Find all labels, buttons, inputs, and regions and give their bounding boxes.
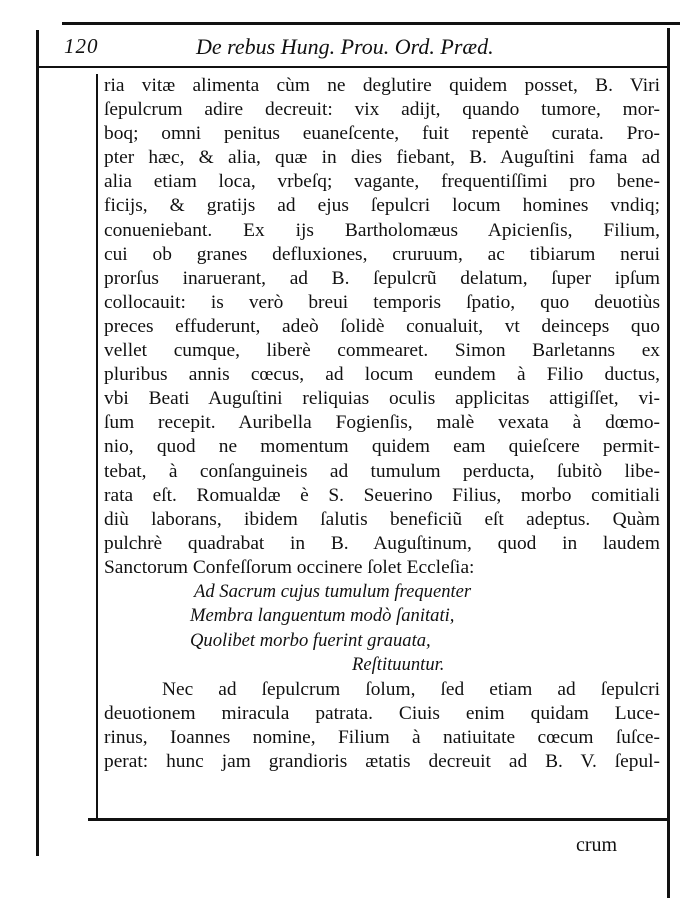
- text-line: ria vitæ alimenta cùm ne deglutire quidem posset, B. Viri: [104, 75, 660, 96]
- verse-line: Membra languentum modò ſanitati,: [190, 605, 455, 627]
- text-line: Sanctorum Confeſſorum occinere ſolet Eccleſia:: [104, 556, 475, 578]
- text-line: cui ob granes defluxiones, cruruum, ac tibiarum nerui: [104, 243, 660, 265]
- page-number: 120: [64, 34, 99, 58]
- running-head: De rebus Hung. Prou. Ord. Præd.: [196, 34, 494, 59]
- text-line: pter hæc, & alia, quæ in dies fiebant, B. Auguſtini fama ad: [104, 147, 660, 169]
- text-line: tebat, à conſanguineis ad tumulum perducta, ſubitò libe-: [104, 460, 660, 482]
- text-line: preces effuderunt, adeò ſolidè conualuit, vt deinceps quo: [104, 315, 660, 337]
- left-frame-rule: [36, 30, 39, 856]
- right-frame-rule: [667, 28, 670, 898]
- text-line: ficijs, & gratijs ad ejus ſepulcri locum homines vndiq;: [104, 195, 660, 217]
- text-line: alia etiam loca, vrbeſq; vagante, frequentiſſimi pro bene-: [104, 171, 660, 193]
- text-line: diù laborans, ibidem ſalutis beneficiũ eſt adeptus. Quàm: [104, 508, 660, 530]
- text-line: ſum recepit. Auribella Fogienſis, malè vexata à dœmo-: [104, 412, 660, 434]
- catchword: crum: [576, 834, 618, 856]
- verse-line: Reſtituuntur.: [352, 654, 445, 676]
- text-line: ſepulcrum adire decreuit: vix adijt, quando tumore, mor-: [104, 99, 660, 121]
- text-line: prorſus inaruerant, ad B. ſepulcrũ delatum, ſuper ipſum: [104, 267, 660, 289]
- text-line: rata eſt. Romualdæ è S. Seuerino Filius, morbo comitiali: [104, 484, 660, 506]
- text-line: nio, quod ne momentum quidem eam quieſcere permit-: [104, 436, 660, 458]
- text-line: pulchrè quadrabat in B. Auguſtinum, quod in laudem: [104, 532, 660, 554]
- text-line: pluribus annis cœcus, ad locum eundem à Filio ductus,: [104, 364, 660, 386]
- top-frame-rule: [62, 22, 680, 25]
- verse-line: Ad Sacrum cujus tumulum frequenter: [194, 580, 472, 602]
- text-line: rinus, Ioannes nomine, Filium à natiuitate cœcum ſuſce-: [104, 726, 660, 748]
- text-line: vbi Beati Auguſtini reliquias oculis applicitas attigiſſet, vi-: [104, 388, 660, 410]
- text-line: Nec ad ſepulcrum ſolum, ſed etiam ad ſepulcri: [162, 678, 660, 700]
- body-text: [104, 74, 660, 774]
- text-line: vellet cumque, liberè commearet. Simon Barletanns ex: [104, 340, 660, 362]
- text-line: perat: hunc jam grandioris ætatis decreuit ad B. V. ſepul-: [104, 750, 660, 772]
- text-line: boq; omni penitus euaneſcente, fuit repentè curata. Pro-: [104, 123, 660, 145]
- text-line: conueniebant. Ex ijs Bartholomæus Apicienſis, Filium,: [104, 219, 660, 241]
- text-line: collocauit: is verò breui temporis ſpatio, quo deuotiùs: [104, 291, 660, 313]
- verse-line: Quolibet morbo fuerint grauata,: [190, 629, 431, 651]
- text-line: deuotionem miracula patrata. Ciuis enim quidam Luce-: [104, 702, 660, 724]
- bottom-frame-rule: [88, 818, 668, 821]
- header-rule: [38, 66, 668, 68]
- text-column-rule: [96, 74, 98, 819]
